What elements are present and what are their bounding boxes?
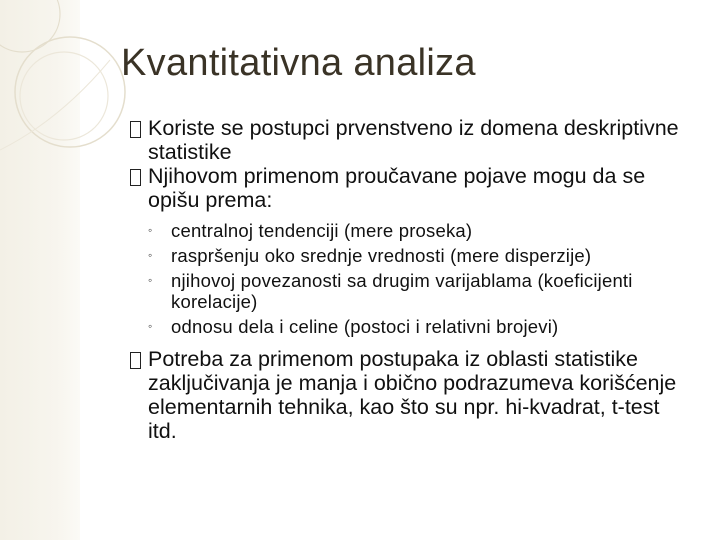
sub-bullet-3-text: njihovoj povezanosti sa drugim varijablama (koeficijenti korelacije) [171,270,633,312]
circle-bullet-icon: ◦ [148,248,153,262]
bullet-3 [130,347,690,443]
bullet-1-text: Koriste se postupci prvenstveno iz domena deskriptivne statistike [148,116,679,164]
sub-bullet-1-text: centralnoj tendenciji (mere proseka) [171,220,473,241]
sub-bullet-2 [130,245,690,266]
bullet-1 [130,116,690,164]
bullet-marker-box-icon [130,165,143,189]
circle-bullet-icon: ◦ [148,319,153,333]
circle-bullet-icon: ◦ [148,223,153,237]
sub-bullet-list [130,220,690,337]
bullet-marker-box-icon [130,117,143,141]
sub-bullet-1 [130,220,690,241]
sub-bullet-4 [130,316,690,337]
bullet-marker-box-icon [130,348,143,372]
bullet-3-text: Potreba za primenom postupaka iz oblasti statistike zaključivanja je manja i obično podrazumeva korišćenje elementarnih tehnika, kao što su npr. hi-kvadrat, t-test itd. [148,347,677,443]
bullet-2-text: Njihovom primenom proučavane pojave mogu da se opišu prema: [148,164,646,212]
slide-body [130,116,690,443]
sub-bullet-3 [130,270,690,312]
bullet-2 [130,164,690,212]
slide-title: Kvantitativna analiza [121,42,476,84]
circle-bullet-icon: ◦ [148,273,153,287]
sub-bullet-2-text: raspršenju oko srednje vrednosti (mere disperzije) [171,245,592,266]
sub-bullet-4-text: odnosu dela i celine (postoci i relativni brojevi) [171,316,559,337]
